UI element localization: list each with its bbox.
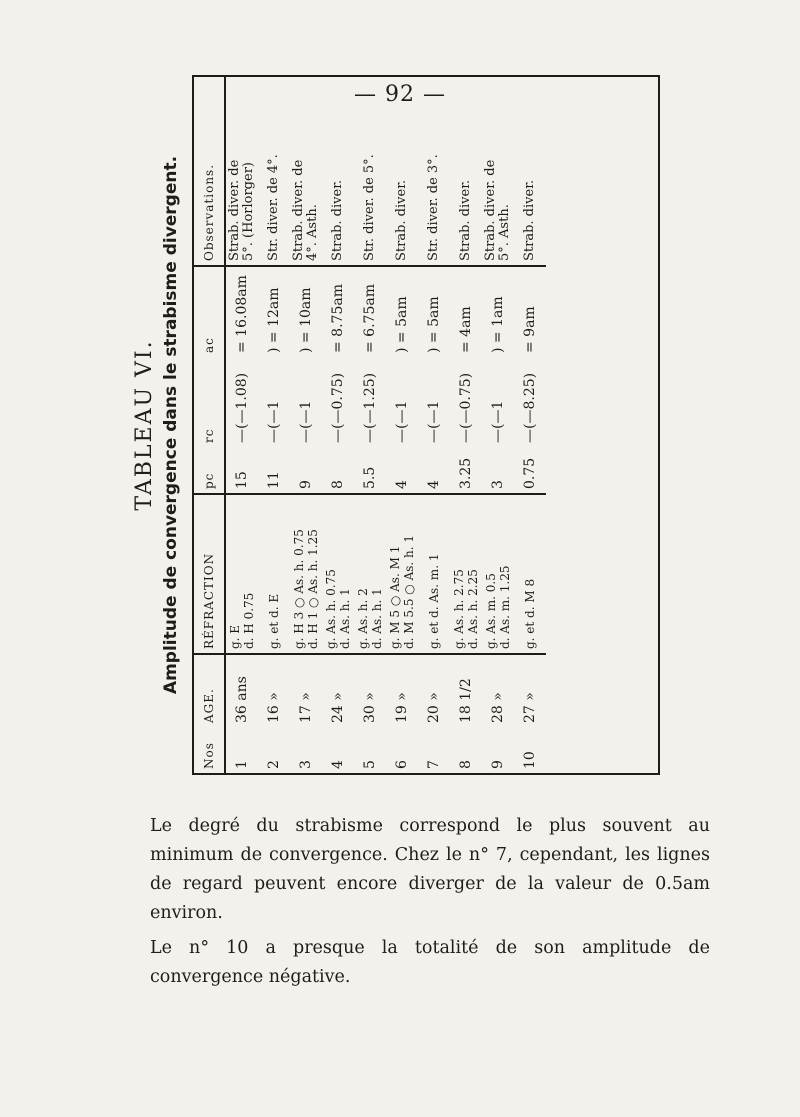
cell-refraction [386, 494, 418, 654]
cell-observations [322, 77, 354, 266]
table-row [450, 77, 482, 773]
refraction-right: d. As. h. 1 [338, 588, 352, 649]
cell-age: 19 » [393, 692, 410, 723]
cell-refraction [514, 494, 546, 654]
cell-no: 6 [393, 760, 410, 769]
cell-p: 8 [322, 447, 354, 494]
cell-no: 1 [233, 760, 250, 769]
cell-no: 4 [329, 760, 346, 769]
cell-r: —(—0.75) [329, 372, 346, 443]
refraction-left: g. et d. M 8 [523, 578, 537, 649]
table-row [290, 77, 322, 773]
refraction-right: d. H 0.75 [242, 592, 256, 649]
body-text [150, 812, 710, 992]
cell-age: 30 » [361, 692, 378, 723]
cell-p: 5.5 [354, 447, 386, 494]
observation-line: 4°. Asth. [305, 204, 320, 261]
observation-line: Strab. diver. de [291, 159, 306, 261]
cell-r: —(—1 [489, 400, 506, 443]
refraction-right: d. As. h. 1 [370, 588, 384, 649]
cell-r: —(—1.25) [361, 372, 378, 443]
cell-p: 3 [482, 447, 514, 494]
table-row [322, 77, 354, 773]
table-row [386, 77, 418, 773]
cell-refraction [450, 494, 482, 654]
table-row [482, 77, 514, 773]
page-number: — 92 — [354, 82, 446, 107]
cell-no: 8 [457, 760, 474, 769]
refraction-left: g. As. h. 0.75 [324, 569, 338, 649]
observation-line: 5°. (Horlorger) [241, 162, 256, 261]
table-header-row [194, 77, 225, 773]
observation-line: Strab. diver. [394, 179, 409, 261]
header-a: ac [194, 266, 225, 357]
cell-observations [225, 77, 258, 266]
cell-p: 3.25 [450, 447, 482, 494]
paragraph: Le degré du strabisme correspond le plus souvent au minimum de convergence. Chez le n° 7, cependant, les lignes de regard peuvent encore diverger de la valeur de 0.5am environ. [150, 816, 710, 923]
header-age: AGE. [194, 654, 225, 727]
refraction-left: g. E [228, 624, 242, 649]
cell-a: ) = 12am [265, 287, 282, 353]
cell-observations [354, 77, 386, 266]
table-row [225, 77, 258, 773]
cell-age: 28 » [489, 692, 506, 723]
rotated-table-region [100, 75, 660, 775]
refraction-left: g. H 3 ○ As. h. 0.75 [292, 529, 306, 649]
header-no: Nos [194, 727, 225, 773]
refraction-right: d. H 1 ○ As. h. 1.25 [306, 529, 320, 649]
cell-refraction [418, 494, 450, 654]
refraction-left: g. M 5 ○ As. M 1 [388, 545, 402, 649]
observation-line: Strab. diver. [522, 179, 537, 261]
cell-p: 4 [418, 447, 450, 494]
cell-r: —(—1 [297, 400, 314, 443]
table-row [418, 77, 450, 773]
cell-a: ) = 5am [425, 296, 442, 353]
refraction-right: d. M 5.5 ○ As. h. 1 [402, 534, 416, 649]
header-refraction: RÉFRACTION [194, 494, 225, 654]
refraction-left: g. As. h. 2 [356, 588, 370, 649]
header-r: rc [194, 357, 225, 447]
cell-p: 4 [386, 447, 418, 494]
cell-refraction [354, 494, 386, 654]
cell-p: 15 [225, 447, 258, 494]
cell-observations [386, 77, 418, 266]
refraction-left: g. As. h. 2.75 [452, 569, 466, 649]
observation-line: Strab. diver. de [227, 159, 242, 261]
cell-a: = 4am [457, 306, 474, 353]
cell-a: ) = 10am [297, 287, 314, 353]
header-observations: Observations. [194, 77, 225, 266]
cell-r: —(—1 [425, 400, 442, 443]
observation-line: 5°. Asth. [497, 204, 512, 261]
cell-refraction [482, 494, 514, 654]
table-subtitle: Amplitude de convergence dans le strabisme divergent. [161, 155, 181, 695]
cell-age: 24 » [329, 692, 346, 723]
table-title: TABLEAU VI. [132, 339, 157, 511]
refraction-left: g. et d. As. m. 1 [427, 553, 441, 649]
cell-refraction [322, 494, 354, 654]
cell-a: = 6.75am [361, 284, 378, 353]
data-table [192, 75, 660, 775]
cell-r: —(—1 [265, 400, 282, 443]
cell-observations [290, 77, 322, 266]
cell-p: 11 [258, 447, 290, 494]
observation-line: Str. diver. de 5°. [362, 154, 377, 261]
table-row [514, 77, 546, 773]
cell-p: 9 [290, 447, 322, 494]
table-row [354, 77, 386, 773]
refraction-left: g. et d. E [267, 593, 281, 649]
refraction-left: g. As. m. 0.5 [484, 573, 498, 649]
cell-age: 16 » [265, 692, 282, 723]
cell-age: 18 1/2 [457, 678, 474, 723]
cell-a: = 9am [521, 306, 538, 353]
cell-no: 7 [425, 760, 442, 769]
cell-refraction [225, 494, 258, 654]
cell-r: —(—0.75) [457, 372, 474, 443]
cell-observations [258, 77, 290, 266]
cell-r: —(—8.25) [521, 372, 538, 443]
observation-line: Str. diver. de 3°. [426, 154, 441, 261]
cell-observations [482, 77, 514, 266]
cell-age: 27 » [521, 692, 538, 723]
cell-observations [418, 77, 450, 266]
cell-observations [514, 77, 546, 266]
table-row [258, 77, 290, 773]
cell-r: —(—1 [393, 400, 410, 443]
cell-a: = 8.75am [329, 284, 346, 353]
cell-a: = 16.08am [233, 275, 250, 353]
cell-age: 20 » [425, 692, 442, 723]
observation-line: Str. diver. de 4°. [266, 154, 281, 261]
paragraph: Le n° 10 a presque la totalité de son amplitude de convergence négative. [150, 938, 710, 987]
cell-age: 36 ans [233, 676, 250, 723]
cell-r: —(—1.08) [233, 372, 250, 443]
cell-no: 10 [521, 751, 538, 769]
observation-line: Strab. diver. [330, 179, 345, 261]
header-p: pc [194, 447, 225, 494]
cell-no: 3 [297, 760, 314, 769]
cell-refraction [290, 494, 322, 654]
refraction-right: d. As. h. 2.25 [466, 569, 480, 649]
cell-p: 0.75 [514, 447, 546, 494]
cell-no: 2 [265, 760, 282, 769]
cell-no: 5 [361, 760, 378, 769]
cell-age: 17 » [297, 692, 314, 723]
refraction-right: d. As. m. 1.25 [498, 565, 512, 649]
observation-line: Strab. diver. [458, 179, 473, 261]
cell-no: 9 [489, 760, 506, 769]
observation-line: Strab. diver. de [483, 159, 498, 261]
cell-a: ) = 1am [489, 296, 506, 353]
cell-a: ) = 5am [393, 296, 410, 353]
cell-observations [450, 77, 482, 266]
cell-refraction [258, 494, 290, 654]
